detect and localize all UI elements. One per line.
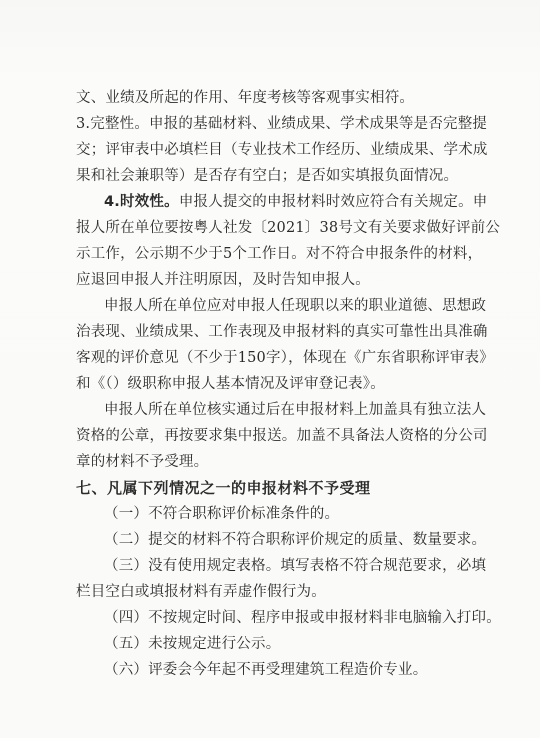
paragraph-line: 资格的公章，再按要求集中报送。加盖不具备法人资格的分公司: [76, 428, 488, 444]
paragraph-line-timeliness: [104, 192, 488, 212]
paragraph-line: 申报人所在单位应对申报人任现职以来的职业道德、思想政: [104, 298, 487, 314]
list-item: （三）没有使用规定表格。填写表格不符合规范要求，必填: [104, 558, 487, 574]
list-item: （六）评委会今年起不再受理建筑工程造价专业。: [104, 662, 428, 678]
timeliness-text: 申报人提交的申报材料时效应符合有关规定。申: [178, 194, 488, 210]
list-item-continuation: 栏目空白或填报材料有弄虚作假行为。: [76, 584, 326, 600]
paragraph-line: 3.完整性。申报的基础材料、业绩成果、学术成果等是否完整提: [76, 116, 488, 132]
paragraph-line: 文、业绩及所起的作用、年度考核等客观事实相符。: [76, 90, 415, 106]
list-item: （五）未按规定进行公示。: [104, 636, 281, 652]
paragraph-line: 申报人所在单位核实通过后在申报材料上加盖具有独立法人: [104, 402, 487, 418]
paragraph-line: 报人所在单位要按粤人社发〔2021〕38号文有关要求做好评前公: [76, 220, 501, 236]
paragraph-line: 应退回申报人并注明原因，及时告知申报人。: [76, 272, 370, 288]
list-item: （四）不按规定时间、程序申报或申报材料非电脑输入打印。: [104, 610, 501, 626]
paragraph-line: 示工作，公示期不少于5个工作日。对不符合申报条件的材料，: [76, 246, 483, 262]
paragraph-line: 章的材料不予受理。: [76, 454, 209, 470]
paragraph-line: 和《（）级职称申报人基本情况及评审登记表》。: [76, 376, 385, 392]
paragraph-line: 交；评审表中必填栏目（专业技术工作经历、业绩成果、学术成: [76, 142, 488, 158]
paragraph-line: 治表现、业绩成果、工作表现及申报材料的真实可靠性出具准确: [76, 324, 488, 340]
section-heading: 七、凡属下列情况之一的申报材料不予受理: [76, 479, 371, 497]
paragraph-line: 客观的评价意见（不少于150字），体现在《广东省职称评审表》: [76, 350, 494, 366]
list-item: （二）提交的材料不符合职称评价规定的质量、数量要求。: [104, 532, 487, 548]
timeliness-lead: 4.时效性。: [104, 194, 179, 210]
paragraph-line: 果和社会兼职等）是否存有空白；是否如实填报负面情况。: [76, 168, 459, 184]
list-item: （一）不符合职称评价标准条件的。: [104, 506, 340, 522]
